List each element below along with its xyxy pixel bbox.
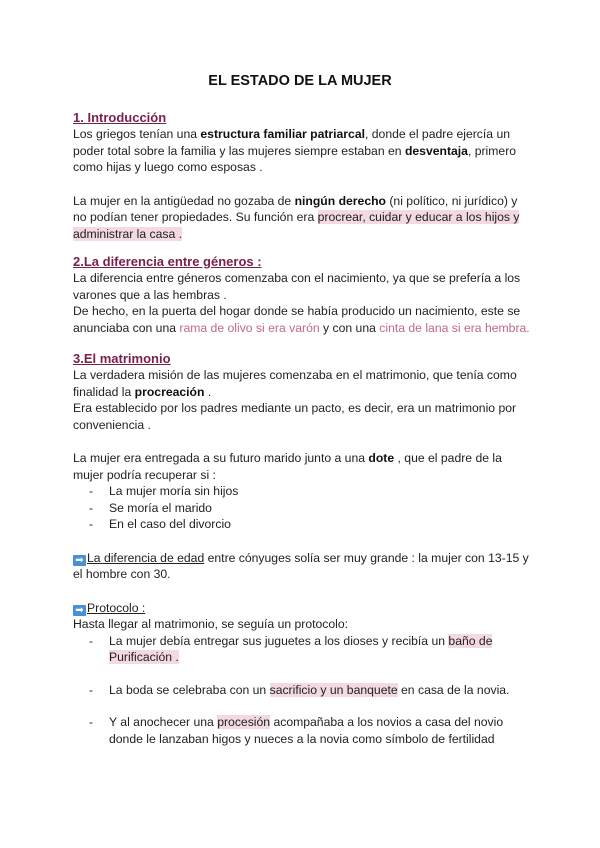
paragraph: La mujer era entregada a su futuro marido junto a una dote , que el padre de la mujer podría recuperar si : [73, 451, 502, 482]
list-item: - Se moría el marido [73, 500, 533, 517]
arrow-right-icon: ➡ [73, 605, 86, 616]
paragraph: Los griegos tenían una estructura familiar patriarcal, donde el padre ejercía un poder total sobre la familia y las mujeres siempre estaban en desventaja, primero como hijas y luego como esposas . [73, 127, 517, 174]
arrow-right-icon: ➡ [73, 555, 86, 566]
paragraph: Era establecido por los padres mediante un pacto, es decir, era un matrimonio por conveniencia . [73, 401, 517, 432]
highlighted-text: baño de Purificación . [109, 633, 493, 664]
highlighted-text: procrear, cuidar y educar a los hijos y administrar la casa . [73, 210, 520, 241]
paragraph: De hecho, en la puerta del hogar donde se había producido un nacimiento, este se anunciaba con una rama de olivo si era varón y con una cinta de lana si era hembra. [73, 304, 530, 335]
section-diferencia-generos [73, 253, 533, 336]
list-item: - La mujer moría sin hijos [73, 483, 533, 500]
protocolo-label: ➡ Protocolo : [73, 600, 533, 617]
colored-text: rama de olivo si era varón [179, 320, 320, 335]
list-item: - La boda se celebraba con un sacrificio y un banquete en casa de la novia. [73, 682, 533, 699]
paragraph: La mujer en la antigüedad no gozaba de ningún derecho (ni político, ni jurídico) y no podían tener propiedades. Su función era procrear, cuidar y educar a los hijos y administrar la casa . [73, 193, 520, 241]
section-heading: 1. Introducción [73, 110, 167, 125]
list-item: - La mujer debía entregar sus juguetes a los dioses y recibía un baño de Purificación . [73, 633, 533, 666]
list-item: - Y al anochecer una procesión acompañaba a los novios a casa del novio donde le lanzaban higos y nueces a la novia como símbolo de fertilidad [73, 714, 533, 747]
colored-text: cinta de lana si era hembra. [379, 320, 530, 335]
condition-list [73, 483, 533, 533]
highlighted-text: procesión [217, 715, 271, 729]
highlighted-text: sacrificio y un banquete [269, 682, 398, 697]
section-introduccion [73, 109, 533, 242]
paragraph: La diferencia entre géneros comenzaba con el nacimiento, ya que se prefería a los varones que a las hembras . [73, 271, 521, 302]
section-heading: 2.La diferencia entre géneros : [73, 254, 262, 269]
list-item: - En el caso del divorcio [73, 516, 533, 533]
section-matrimonio [73, 350, 533, 747]
protocol-list [73, 633, 533, 748]
paragraph: La verdadera misión de las mujeres comenzaba en el matrimonio, que tenía como finalidad la procreación . [73, 368, 517, 399]
section-heading: 3.El matrimonio [73, 351, 171, 366]
document-title: EL ESTADO DE LA MUJER [208, 73, 392, 89]
paragraph: ➡ La diferencia de edad entre cónyuges solía ser muy grande : la mujer con 13-15 y el hombre con 30. [73, 550, 529, 581]
paragraph: Hasta llegar al matrimonio, se seguía un protocolo: [73, 617, 349, 631]
